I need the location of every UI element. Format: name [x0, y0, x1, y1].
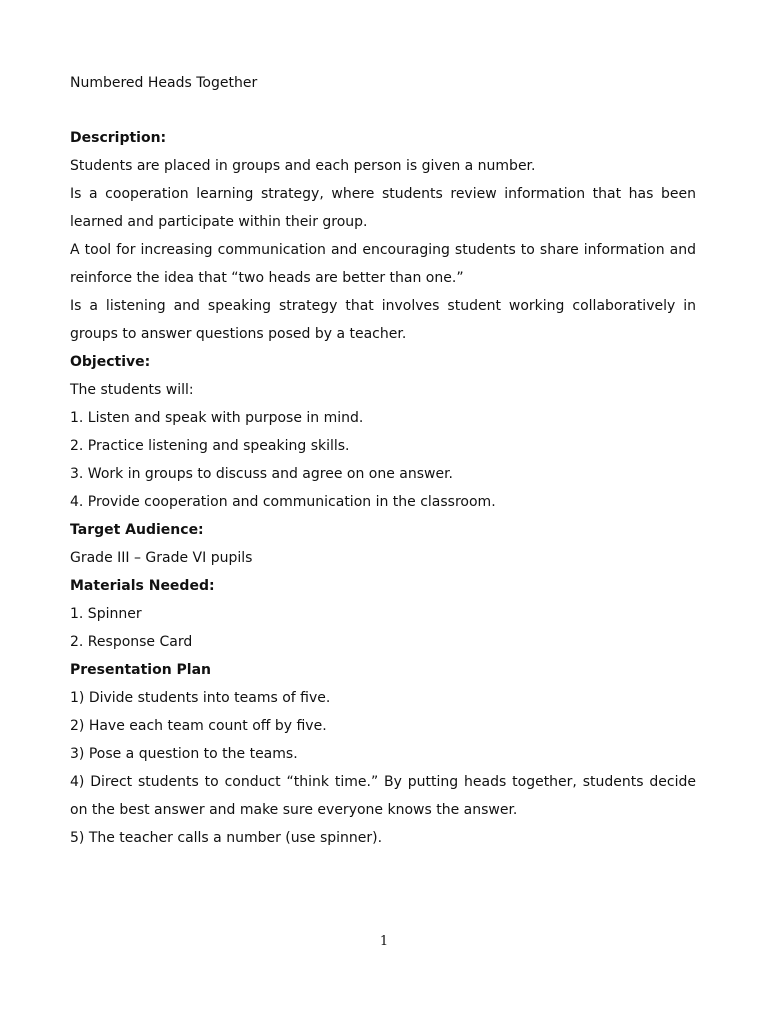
- presentation-plan-section: [70, 656, 696, 852]
- target-audience-heading: Target Audience:: [70, 522, 204, 538]
- objective-section: [70, 348, 696, 516]
- objective-item: 4. Provide cooperation and communication in the classroom.: [70, 494, 496, 510]
- target-audience-section: [70, 516, 696, 572]
- target-audience-text: Grade III – Grade VI pupils: [70, 550, 253, 566]
- objective-intro: The students will:: [70, 382, 194, 398]
- objective-item: 1. Listen and speak with purpose in mind.: [70, 410, 364, 426]
- materials-heading: Materials Needed:: [70, 578, 215, 594]
- presentation-step: 4) Direct students to conduct “think time.” By putting heads together, students decide on the best answer and make sure everyone knows the answer.: [70, 774, 696, 818]
- presentation-step: 5) The teacher calls a number (use spinner).: [70, 830, 383, 846]
- description-heading: Description:: [70, 130, 167, 146]
- description-paragraph: Is a cooperation learning strategy, where students review information that has been learned and participate within their group.: [70, 186, 696, 230]
- document-body: [70, 124, 696, 852]
- materials-section: [70, 572, 696, 656]
- materials-item: 1. Spinner: [70, 606, 142, 622]
- objective-heading: Objective:: [70, 354, 151, 370]
- description-paragraph: A tool for increasing communication and encouraging students to share information and reinforce the idea that “two heads are better than one.”: [70, 242, 696, 286]
- presentation-plan-heading: Presentation Plan: [70, 662, 212, 678]
- description-paragraph: Is a listening and speaking strategy that involves student working collaboratively in groups to answer questions posed by a teacher.: [70, 298, 696, 342]
- objective-item: 2. Practice listening and speaking skills.: [70, 438, 350, 454]
- objective-item: 3. Work in groups to discuss and agree on one answer.: [70, 466, 454, 482]
- document-title: Numbered Heads Together: [70, 75, 258, 91]
- presentation-step: 2) Have each team count off by five.: [70, 718, 327, 734]
- description-paragraph: Students are placed in groups and each person is given a number.: [70, 158, 536, 174]
- materials-item: 2. Response Card: [70, 634, 193, 650]
- presentation-step: 1) Divide students into teams of five.: [70, 690, 331, 706]
- presentation-step: 3) Pose a question to the teams.: [70, 746, 298, 762]
- description-section: [70, 124, 696, 348]
- page-number: 1: [379, 934, 389, 949]
